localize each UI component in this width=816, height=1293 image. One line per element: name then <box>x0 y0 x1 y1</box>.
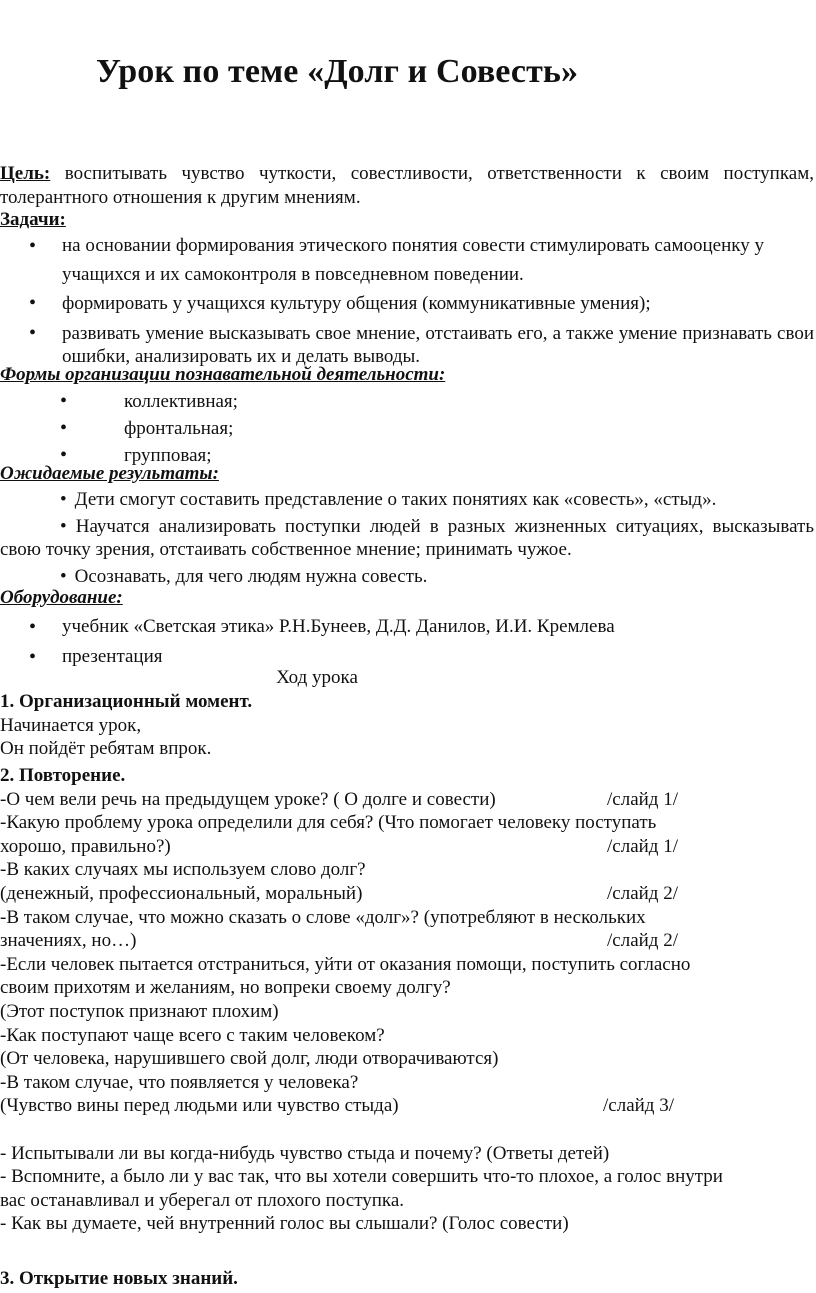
form-text: фронтальная; <box>124 418 234 439</box>
answer-text: значениях, но…) <box>0 930 137 952</box>
equipment-text: презентация <box>62 646 163 667</box>
slide-ref: /слайд 2/ <box>607 930 678 952</box>
result-text: Научатся анализировать поступки людей в разных жизненных ситуациях, высказывать свою точку зрения, отстаивать собственное мнение; принимать чужое. <box>0 515 814 561</box>
text-line: -Какую проблему урока определили для себя? (Что помогает человеку поступать <box>0 812 657 834</box>
forms-list <box>0 388 814 469</box>
text-line: -В таком случае, что можно сказать о слове «долг»? (употребляют в нескольких <box>0 906 646 928</box>
equipment-list <box>0 612 814 672</box>
text-line: - Как вы думаете, чей внутренний голос вы слышали? (Голос совести) <box>0 1213 569 1235</box>
text-line: - Вспомните, а было ли у вас так, что вы хотели совершить что-то плохое, а голос внутри <box>0 1166 723 1188</box>
text-line <box>0 835 814 859</box>
text-line <box>0 788 814 812</box>
text-line: (От человека, нарушившего свой долг, люди отворачиваются) <box>0 1048 499 1070</box>
tasks-label: Задачи: <box>0 209 66 230</box>
list-item <box>0 232 814 289</box>
equipment-label: Оборудование: <box>0 587 123 608</box>
blank-line <box>0 1118 814 1142</box>
slide-ref: /слайд 2/ <box>607 882 678 904</box>
text-line <box>0 929 814 953</box>
result-text: Дети смогут составить представление о таких понятиях как «совесть», «стыд». <box>74 489 717 510</box>
page-title: Урок по теме «Долг и Совесть» <box>96 53 579 90</box>
text-line: Он пойдёт ребятам впрок. <box>0 738 212 760</box>
section-1 <box>0 690 814 761</box>
results-label: Ожидаемые результаты: <box>0 463 219 484</box>
list-item <box>0 292 814 316</box>
list-item <box>0 488 814 512</box>
section-heading: 1. Организационный момент. <box>0 691 253 712</box>
answer-text: (денежный, профессиональный, моральный) <box>0 882 363 904</box>
text-line: (Этот поступок признают плохим) <box>0 1000 279 1022</box>
forms-label-line <box>0 363 814 387</box>
section-3-heading: 3. Открытие новых знаний. <box>0 1268 238 1289</box>
bullet-icon: • <box>29 235 37 257</box>
bullet-icon: • <box>60 515 67 537</box>
list-item <box>0 322 814 369</box>
text-line: Начинается урок, <box>0 714 142 736</box>
text-line: - Испытывали ли вы когда-нибудь чувство стыда и почему? (Ответы детей) <box>0 1142 610 1164</box>
text-line: вас останавливал и уберегал от плохого поступка. <box>0 1189 405 1211</box>
form-text: групповая; <box>124 445 212 466</box>
bullet-icon: • <box>29 646 37 668</box>
text-line: -Если человек пытается отстраниться, уйти от оказания помощи, поступить согласно <box>0 953 691 975</box>
result-text: Осознавать, для чего людям нужна совесть. <box>74 565 428 587</box>
results-label-line <box>0 462 814 486</box>
list-item <box>0 515 814 562</box>
bullet-icon: • <box>60 390 68 412</box>
text-line: -В каких случаях мы используем слово долг? <box>0 859 366 881</box>
equipment-label-line <box>0 586 814 610</box>
lesson-heading: Ход урока <box>276 667 358 688</box>
tasks-list <box>0 232 814 369</box>
bullet-icon: • <box>29 292 37 314</box>
goal-text: воспитывать чувство чуткости, совестливости, ответственности к своим поступкам, толерантного отношения к другим мнениям. <box>0 163 814 208</box>
answer-text: (Чувство вины перед людьми или чувство стыда) <box>0 1095 399 1117</box>
section-2 <box>0 764 814 1236</box>
slide-ref: /слайд 1/ <box>607 788 678 810</box>
section-heading: 2. Повторение. <box>0 765 126 786</box>
text-line <box>0 1094 814 1118</box>
task-text: на основании формирования этического понятия совести стимулировать самооценку у учащихся и их самоконтроля в повседневном поведении. <box>62 235 764 285</box>
equipment-text: учебник «Светская этика» Р.Н.Бунеев, Д.Д. Данилов, И.И. Кремлева <box>62 616 615 637</box>
form-text: коллективная; <box>124 391 238 412</box>
bullet-icon: • <box>60 444 68 466</box>
tasks-label-line <box>0 208 814 232</box>
slide-ref: /слайд 1/ <box>607 835 678 857</box>
bullet-icon: • <box>29 616 37 638</box>
results-list <box>0 488 814 588</box>
slide-ref: /слайд 3/ <box>603 1095 674 1117</box>
goal-paragraph <box>0 162 814 209</box>
task-text: формировать у учащихся культуру общения (коммуникативные умения); <box>62 293 651 314</box>
list-item <box>0 565 814 589</box>
list-item <box>0 415 814 442</box>
bullet-icon: • <box>60 417 68 439</box>
bullet-icon: • <box>29 321 37 344</box>
question-text: -О чем вели речь на предыдущем уроке? ( О долге и совести) <box>0 788 496 810</box>
text-line <box>0 882 814 906</box>
text-line: -Как поступают чаще всего с таким человеком? <box>0 1024 385 1046</box>
list-item <box>0 388 814 415</box>
list-item <box>0 612 814 642</box>
text-line: своим прихотям и желаниям, но вопреки своему долгу? <box>0 977 451 999</box>
text-line: -В таком случае, что появляется у человека? <box>0 1071 359 1093</box>
task-text: развивать умение высказывать свое мнение, отстаивать его, а также умение признавать свои ошибки, анализировать их и делать выводы. <box>62 322 814 368</box>
bullet-icon: • <box>60 489 67 510</box>
forms-label: Формы организации познавательной деятельности: <box>0 364 446 385</box>
goal-label: Цель: <box>0 163 51 184</box>
bullet-icon: • <box>60 565 67 587</box>
question-text: хорошо, правильно?) <box>0 835 171 857</box>
